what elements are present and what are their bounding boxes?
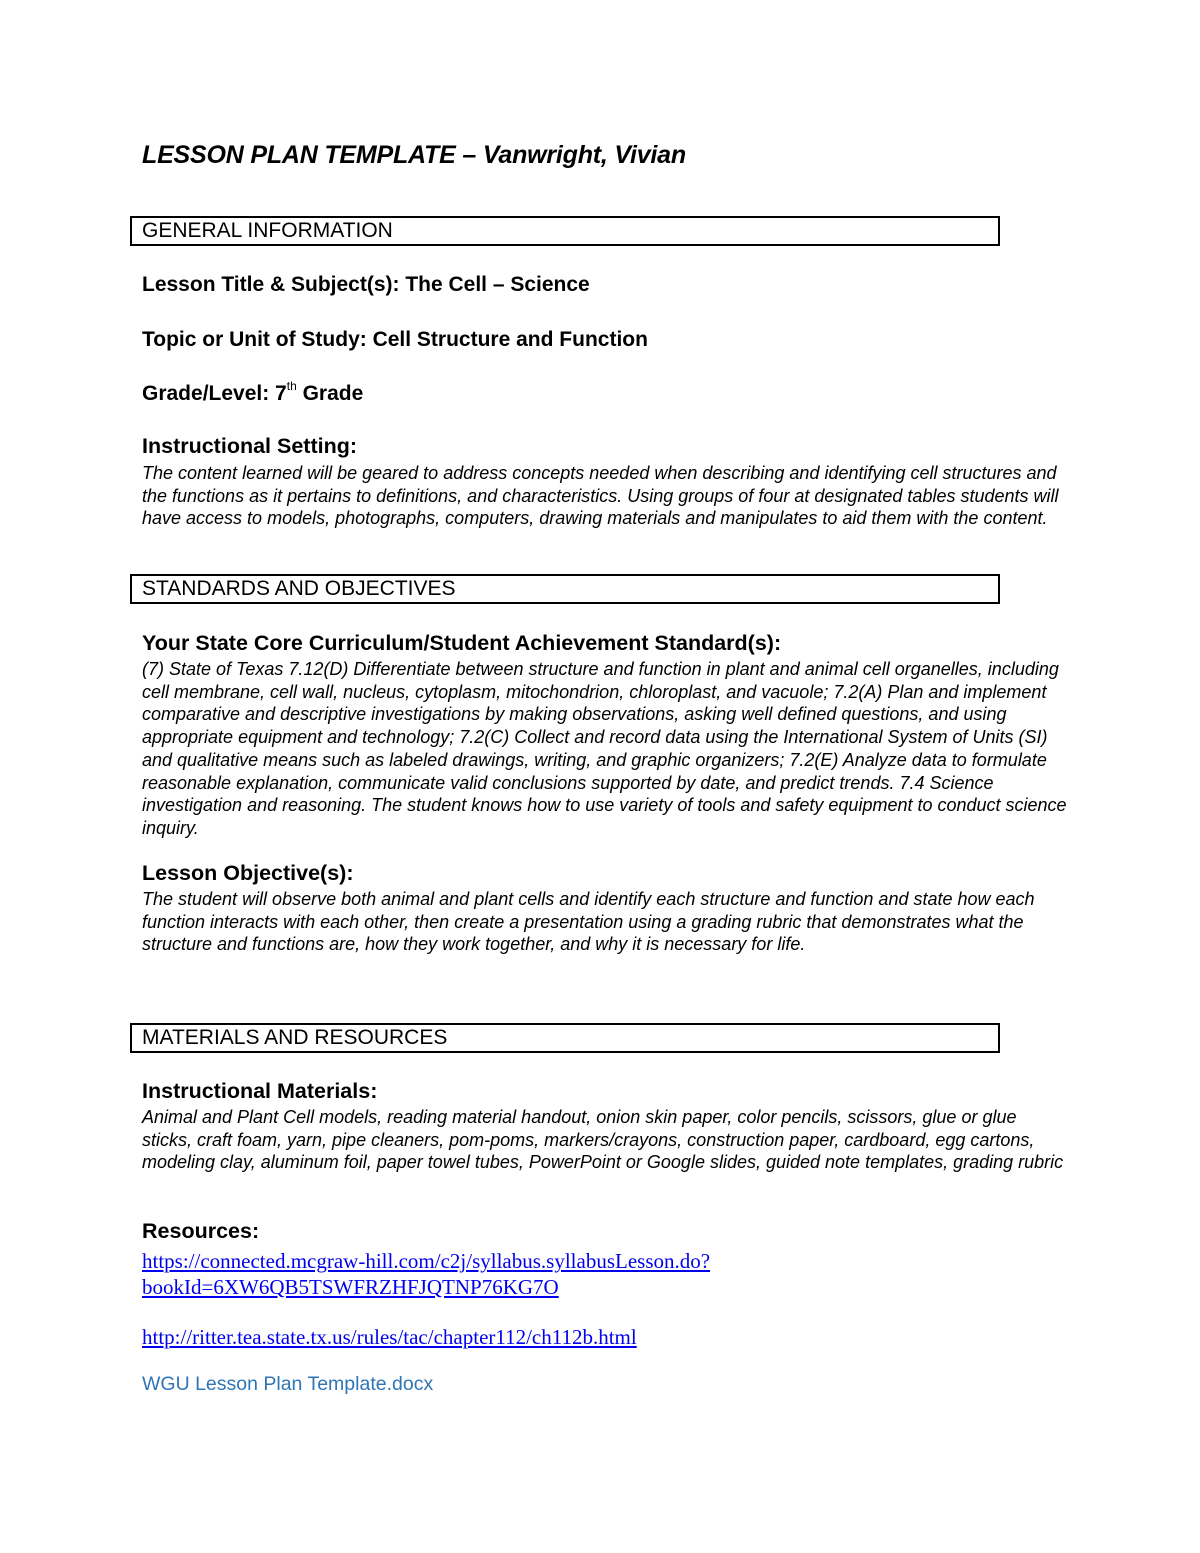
resource-link-mcgraw-hill[interactable] [142,1248,710,1300]
document-title-main: LESSON PLAN TEMPLATE [142,141,456,169]
lesson-objective-text: The student will observe both animal and plant cells and identify each structure and function and state how each function interacts with each other, then create a presentation using a grading rubric that demonstrates what the structure and functions are, how they work together, and why it is necessary for life. [142,889,1035,955]
resource-link-tea[interactable]: http://ritter.tea.state.tx.us/rules/tac/chapter112/ch112b.html [142,1325,637,1349]
template-file-link[interactable]: WGU Lesson Plan Template.docx [142,1373,434,1395]
section-header-standards-label: STANDARDS AND OBJECTIVES [142,577,456,600]
section-header-standards [130,574,1000,604]
section-header-general-label: GENERAL INFORMATION [142,219,393,242]
document-title-separator: – [455,141,483,169]
topic-field: Topic or Unit of Study: Cell Structure and Function [142,328,648,351]
lesson-title-field: Lesson Title & Subject(s): The Cell – Science [142,273,590,296]
document-title-name: Vanwright, Vivian [482,141,686,169]
section-header-general [130,216,1000,246]
section-header-materials [130,1023,1000,1053]
resources-heading: Resources: [142,1219,260,1243]
instructional-setting-heading: Instructional Setting: [142,434,357,458]
resource-link-mcgraw-hill-line-1[interactable]: https://connected.mcgraw-hill.com/c2j/syllabus.syllabusLesson.do? [142,1249,711,1273]
section-header-materials-label: MATERIALS AND RESOURCES [142,1026,448,1049]
instructional-materials-text: Animal and Plant Cell models, reading material handout, onion skin paper, color pencils, scissors, glue or glue sticks, craft foam, yarn, pipe cleaners, pom-poms, markers/crayons, construction paper, cardboard, egg cartons, modeling clay, aluminum foil, paper towel tubes, PowerPoint or Google slides, guided note templates, grading rubric [142,1107,1064,1173]
lesson-objective-heading: Lesson Objective(s): [142,861,354,885]
standards-heading: Your State Core Curriculum/Student Achievement Standard(s): [142,631,782,655]
grade-level-field [142,379,364,406]
grade-level-prefix: Grade/Level: 7 [142,382,287,405]
grade-level-superscript: th [286,379,297,393]
document-title [142,141,686,170]
resource-link-mcgraw-hill-line-2[interactable]: bookId=6XW6QB5TSWFRZHFJQTNP76KG7O [142,1275,559,1299]
instructional-setting-text: The content learned will be geared to address concepts needed when describing and identifying cell structures and the functions as it pertains to definitions, and characteristics. Using groups of four at designated tables students will have access to models, photographs, computers, drawing materials and manipulates to aid them with the content. [142,463,1059,529]
standards-text: (7) State of Texas 7.12(D) Differentiate between structure and function in plant and animal cell organelles, including cell membrane, cell wall, nucleus, cytoplasm, mitochondrion, chloroplast, and vacuole; 7.2(A) Plan and implement comparative and descriptive investigations by making observations, asking well defined questions, and using appropriate equipment and technology; 7.2(C) Collect and record data using the International System of Units (SI) and qualitative means such as labeled drawings, writing, and graphic organizers; 7.2(E) Analyze data to formulate reasonable explanation, communicate valid conclusions supported by date, and predict trends. 7.4 Science investigation and reasoning. The student knows how to use variety of tools and safety equipment to conduct science inquiry. [142,659,1067,838]
instructional-materials-heading: Instructional Materials: [142,1079,378,1103]
grade-level-suffix: Grade [296,382,364,405]
